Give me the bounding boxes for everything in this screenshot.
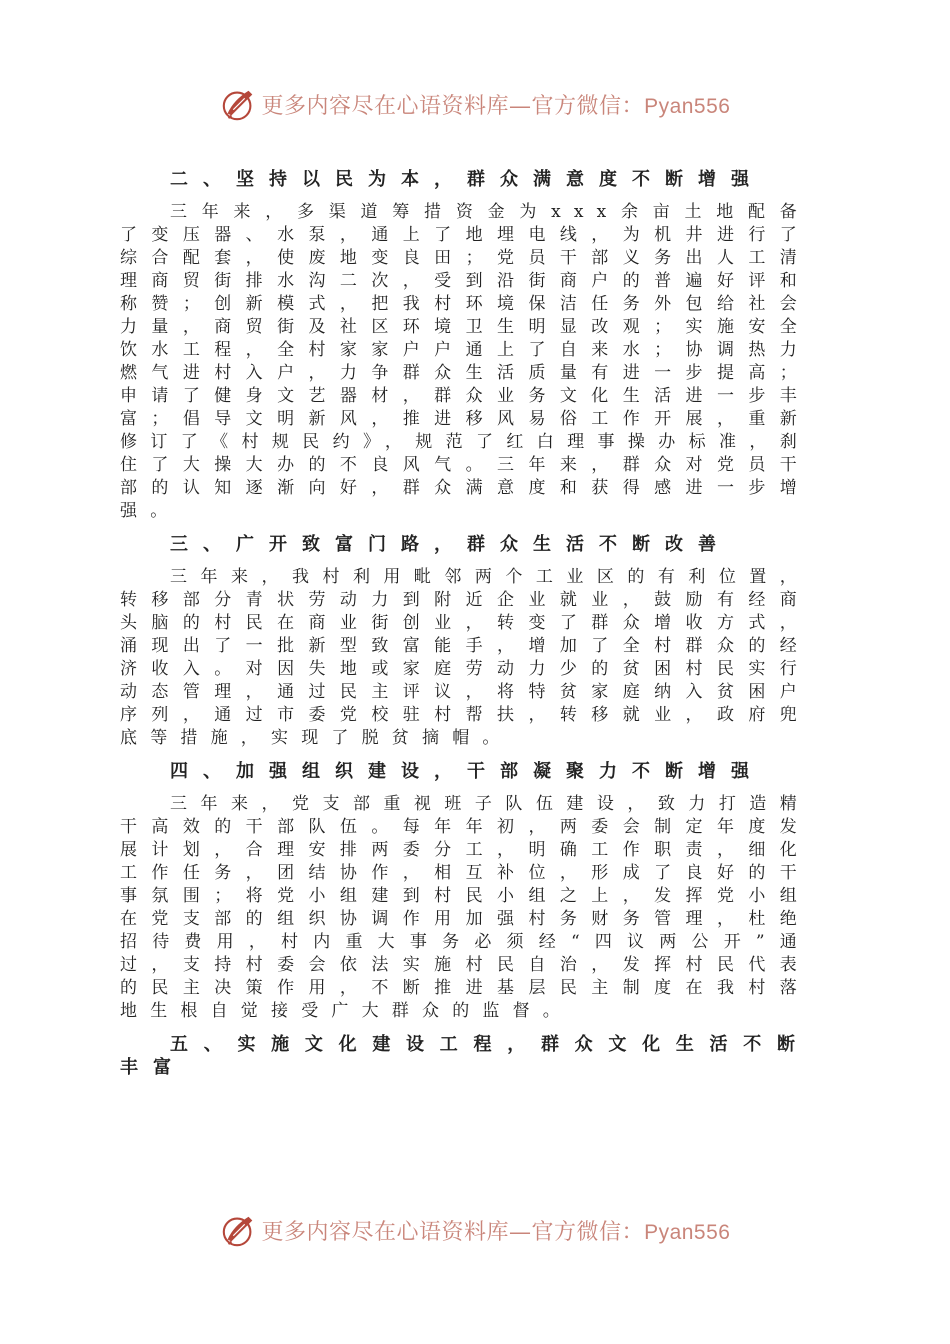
fountain-pen-logo-icon — [220, 85, 258, 123]
document-body — [120, 168, 810, 1089]
watermark-text: 更多内容尽在心语资料库—官方微信：Pyan556 — [261, 1219, 731, 1245]
section-paragraph: 三年来，党支部重视班子队伍建设，致力打造精干高效的干部队伍。每年年初，两委会制定年度发展计划，合理安排两委分工，明确工作职责，细化工作任务，团结协作，相互补位，形成了良好的干事氛围；将党小组建到村民小组之上，发挥党小组在党支部的组织协调作用加强村务财务管理，杜绝招待费用，村内重大事务必须经“四议两公开”通过，支持村委会依法实施村民自治，发挥村民代表的民主决策作用，不断推进基层民主制度在我村落地生根自觉接受广大群众的监督。 — [120, 794, 810, 1021]
footer-watermark-banner — [0, 1208, 950, 1252]
section-paragraph: 三年来，我村利用毗邻两个工业区的有利位置，转移部分青状劳动力到附近企业就业，鼓励有经商头脑的村民在商业街创业，转变了群众增收方式，涌现出了一批新型致富能手，增加了全村群众的经济收入。对因失地或家庭劳动力少的贫困村民实行动态管理，通过民主评议，将特贫家庭纳入贫困户序列，通过市委党校驻村帮扶，转移就业，政府兜底等措施，实现了脱贫摘帽。 — [120, 567, 810, 748]
watermark-text: 更多内容尽在心语资料库—官方微信：Pyan556 — [261, 93, 731, 119]
section-heading: 三、广开致富门路，群众生活不断改善 — [170, 534, 731, 555]
section-heading: 四、加强组织建设，干部凝聚力不断增强 — [170, 761, 764, 782]
section-paragraph: 三年来，多渠道筹措资金为xxx余亩土地配备了变压器、水泵，通上了地埋电线，为机井进行了综合配套，使废地变良田；党员干部义务出人工清理商贸街排水沟二次，受到沿街商户的普遍好评和称赞；创新模式，把我村环境保洁任务外包给社会力量，商贸街及社区环境卫生明显改观；实施安全饮水工程，全村家家户户通上了自来水；协调热力燃气进村入户，力争群众生活质量有进一步提高；申请了健身文艺器材，群众业务文化生活进一步丰富；倡导文明新风，推进移风易俗工作开展，重新修订了《村规民约》，规范了红白理事操办标准，刹住了大操大办的不良风气。三年来，群众对党员干部的认知逐渐向好，群众满意度和获得感进一步增强。 — [120, 202, 810, 521]
header-watermark-banner — [0, 82, 950, 126]
section-heading: 五、实施文化建设工程，群众文化生活不断丰富 — [120, 1034, 810, 1078]
section-heading: 二、坚持以民为本，群众满意度不断增强 — [170, 169, 764, 190]
fountain-pen-logo-icon — [220, 1211, 258, 1249]
